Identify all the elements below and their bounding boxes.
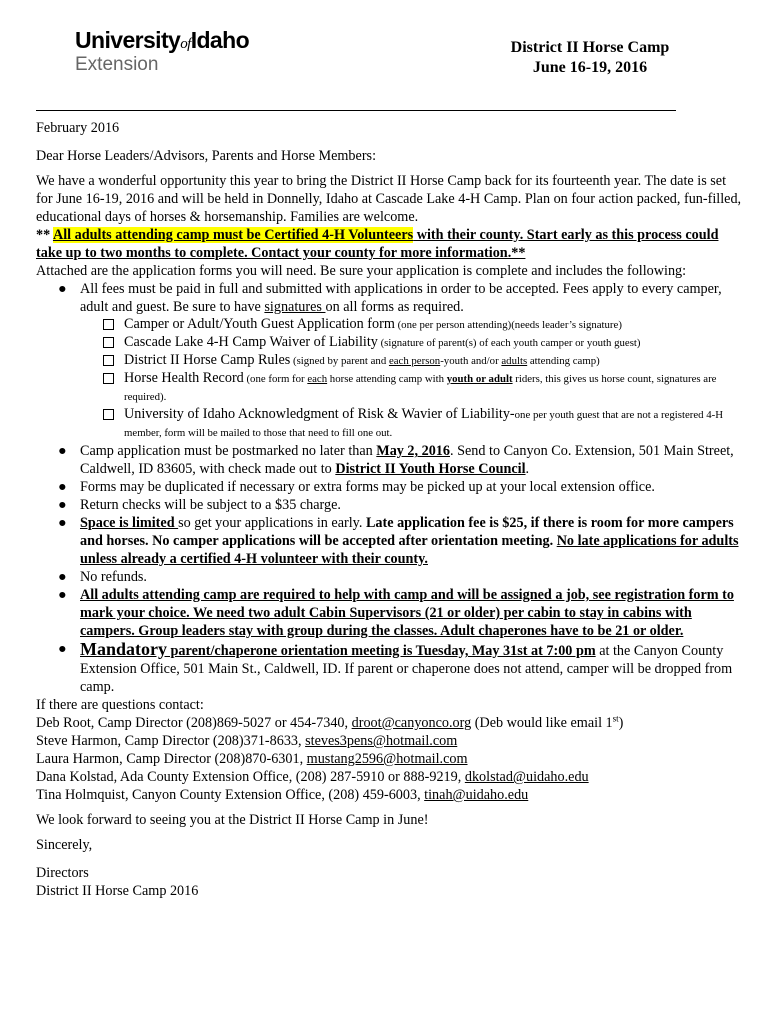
email-link[interactable]: dkolstad@uidaho.edu [464,769,589,785]
signature-line-2: District II Horse Camp 2016 [36,883,199,899]
university-of-idaho-logo [75,28,249,75]
list-item: ● Space is limited so get your applications in early. Late application fee is $25, if there is room for more campers and horses. No camper applications will be accepted after orientation meeting. No late applications for adults unless already a certified 4-H volunteer with their county. [58,515,739,567]
check-payee: District II Youth Horse Council [335,461,526,477]
contact-list [36,714,744,804]
checklist-item: University of Idaho Acknowledgment of Risk & Wavier of Liability-one per youth guest that are not a registered 4-H member, form will be mailed to those that need to fill one out. [80,406,744,442]
intro-paragraph: We have a wonderful opportunity this year to bring the District II Horse Camp back for its fourteenth year. The date is set for June 16-19, 2016 and will be held in Donnelly, Idaho at Cascade Lake 4-H Camp. Plan on four action packed, fun-filled, educational days of horses & horsemanship. Families are welcome. [36,173,742,225]
volunteer-highlight: All adults attending camp must be Certified 4-H Volunteers [52,227,414,243]
checkbox-icon [103,373,114,384]
letter-date: February 2016 [36,120,120,136]
checklist-item: Cascade Lake 4-H Camp Waiver of Liability (signature of parent(s) of each youth camper or youth guest) [80,334,744,352]
camp-dates: June 16-19, 2016 [532,59,648,76]
list-item: ● Camp application must be postmarked no later than May 2, 2016. Send to Canyon Co. Extension, 501 Main Street, Caldwell, ID 83605, with check made out to District II Youth Horse Council. [58,443,734,477]
email-link[interactable]: steves3pens@hotmail.com [305,733,458,749]
list-item: ● All adults attending camp are required to help with camp and will be assigned a job, see registration form to mark your choice. We need two adult Cabin Supervisors (21 or older) per cabin to stay in cabins with campers. Group leaders stay with group during the classes. Adult chaperones have to be 21 or older. [58,587,734,639]
list-item: ● No refunds. [58,569,147,585]
contacts-intro: If there are questions contact: [36,697,204,713]
bullet-icon: ● [58,587,67,603]
salutation: Dear Horse Leaders/Advisors, Parents and Horse Members: [36,148,377,164]
requirements-list [36,280,744,696]
letter-body [36,119,744,900]
contact-line: Laura Harmon, Camp Director (208)870-6301, mustang2596@hotmail.com [36,751,468,767]
checklist-item: District II Horse Camp Rules (signed by parent and each person-youth and/or adults attending camp) [80,352,744,370]
logo-extension: Extension [75,54,159,75]
logo-idaho: Idaho [190,27,250,53]
checklist-item: Horse Health Record (one form for each horse attending camp with youth or adult riders, this gives us horse count, signatures are required). [80,370,744,406]
mandatory-label: Mandatory [80,639,167,659]
postmark-deadline: May 2, 2016 [376,443,450,459]
contact-line: Dana Kolstad, Ada County Extension Office, (208) 287-5910 or 888-9219, dkolstad@uidaho.edu [36,769,589,785]
logo-of: of [180,36,191,52]
forms-checklist [80,316,744,442]
bullet-icon: ● [58,515,67,531]
checklist-item: Camper or Adult/Youth Guest Application form (one per person attending)(needs leader’s signature) [80,316,744,334]
bullet-icon: ● [58,641,67,657]
list-item: ● Forms may be duplicated if necessary or extra forms may be picked up at your local extension office. [58,479,655,495]
checkbox-icon [103,355,114,366]
bullet-icon: ● [58,443,67,459]
attached-forms-intro: Attached are the application forms you will need. Be sure your application is complete and includes the following: [36,263,687,279]
checkbox-icon [103,409,114,420]
email-link[interactable]: mustang2596@hotmail.com [306,751,468,767]
header-divider [36,110,676,111]
email-link[interactable]: tinah@uidaho.edu [424,787,529,803]
checkbox-icon [103,319,114,330]
camp-header [440,38,740,78]
camp-title: District II Horse Camp [510,39,670,56]
list-item: ● Return checks will be subject to a $35 charge. [58,497,341,513]
logo-university: University [75,27,181,53]
contact-line: Steve Harmon, Camp Director (208)371-8633, steves3pens@hotmail.com [36,733,458,749]
contact-line: Tina Holmquist, Canyon County Extension Office, (208) 459-6003, tinah@uidaho.edu [36,787,529,803]
contact-line: Deb Root, Camp Director (208)869-5027 or 454-7340, droot@canyonco.org (Deb would like email 1st) [36,713,624,731]
list-item: ● All fees must be paid in full and submitted with applications in order to be accepted. Fees apply to every camper, adult and guest. Be sure to have signatures on all forms as required. Camper or Adult/Youth Guest Application form (one per person attending)(needs leader’s signature) Cascade Lake 4-H Camp Waiver of Liability (signature of parent(s) of each youth camper or youth guest) District II Horse Camp Rules (signed by parent and each person-youth and/or adults attending camp) Horse Health Record (one form for each horse attending camp with youth or adult riders, this gives us horse count, signatures are required). University of Idaho Acknowledgment of Risk & Wavier of Liability-one per youth guest that are not a registered 4-H member, form will be mailed to those that need to fill one out. [36,280,744,442]
checkbox-icon [103,337,114,348]
bullet-icon: ● [58,569,67,585]
sincerely: Sincerely, [36,837,93,853]
bullet-icon: ● [58,281,67,297]
volunteer-notice: ** All adults attending camp must be Certified 4-H Volunteers with their county. Start early as this process could take up to two months to complete. Contact your county for more information.** [36,227,719,261]
email-link[interactable]: droot@canyonco.org [351,715,472,731]
closing-line: We look forward to seeing you at the District II Horse Camp in June! [36,812,429,828]
bullet-icon: ● [58,497,67,513]
bullet-icon: ● [58,479,67,495]
signature-line-1: Directors [36,865,89,881]
list-item: ● Mandatory parent/chaperone orientation meeting is Tuesday, May 31st at 7:00 pm at the Canyon County Extension Office, 501 Main St., Caldwell, ID. If parent or chaperone does not attend, camper will be dropped from camp. [58,639,733,695]
